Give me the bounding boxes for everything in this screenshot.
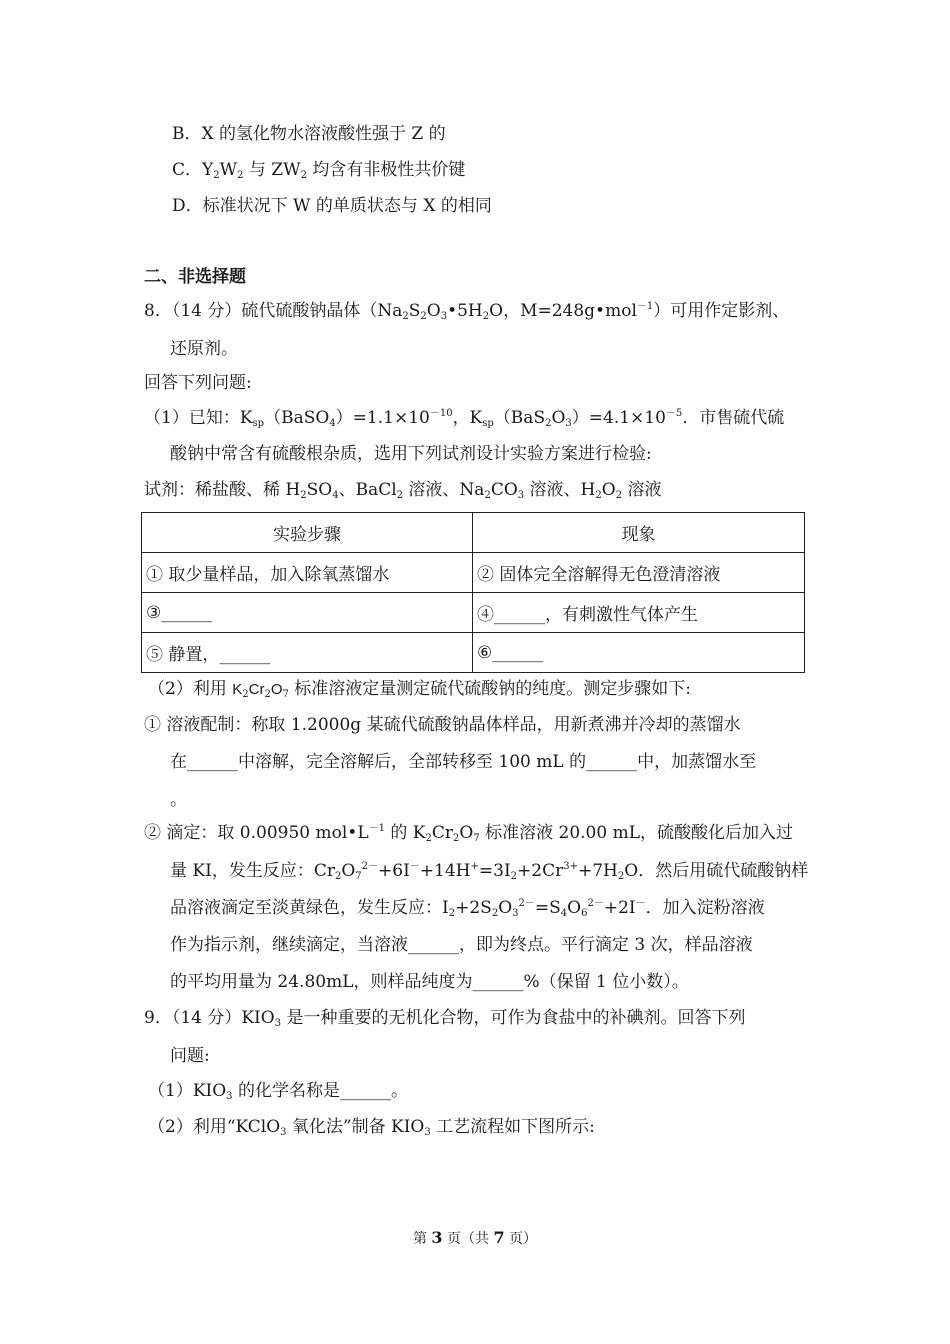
section-title: 二、非选择题 — [144, 267, 246, 287]
q9-line-1: 9．（14 分）$KIO_3$ 是一种重要的无机化合物，可作为食盐中的补碘剂。回答下列 — [144, 1008, 746, 1029]
table-cell: ② 固体完全溶解得无色澄清溶液 — [473, 553, 805, 593]
q8-part2-intro: （2）利用 $K_2Cr_2O_7$ 标准溶液定量测定硫代硫酸钠的纯度。测定步骤如下: — [148, 679, 692, 700]
table-cell: ① 取少量样品，加入除氧蒸馏水 — [142, 553, 473, 593]
q8-part1-line-2: 酸钠中常含有硫酸根杂质，选用下列试剂设计实验方案进行检验: — [170, 444, 652, 464]
q8-step2-line-4: 作为指示剂，继续滴定，当溶液______，即为终点。平行滴定 3 次，样品溶液 — [170, 935, 753, 955]
q8-line-2: 还原剂。 — [170, 339, 238, 359]
table-header-cell: 实验步骤 — [142, 513, 473, 553]
page-footer: 第 3 页（共 7 页） — [412, 1228, 538, 1247]
option-d: D．标准状况下 W 的单质状态与 X 的相同 — [172, 196, 492, 216]
q8-step1-line-3: 。 — [170, 790, 187, 810]
option-b: B．X 的氢化物水溶液酸性强于 Z 的 — [172, 124, 446, 144]
table-header-cell: 现象 — [473, 513, 805, 553]
table-row — [142, 553, 805, 593]
table-row — [142, 593, 805, 633]
table-cell: ⑥______ — [473, 633, 805, 673]
page-number: 3 — [431, 1228, 443, 1247]
q8-step2-line-2: 量 KI，发生反应：$Cr_2O_7^{2-}+6I^-+14H^+=3I_2+2Cr^{3+}+7H_2O$．然后用硫代硫酸钠样 — [170, 861, 809, 882]
q9-part1: $(1)KIO_3$ 的化学名称是______。 — [148, 1081, 408, 1102]
q8-step2-line-5: 的平均用量为 24.80mL，则样品纯度为______%（保留 1 位小数）。 — [170, 972, 689, 992]
page-total: 7 — [493, 1228, 505, 1247]
q8-step1-line-1: ① 溶液配制：称取 1.2000g 某硫代硫酸钠晶体样品，用新煮沸并冷却的蒸馏水 — [144, 715, 741, 735]
table-cell: ③______ — [142, 593, 473, 633]
table-cell: ④______，有刺激性气体产生 — [473, 593, 805, 633]
q8-part1-line-1: （1）已知：$K_{sp}(BaSO_4)=1.1\times 10^{-10}$，$K_{sp}(BaS_2O_3)=4.1\times 10^{-5}$．市售硫代硫 — [144, 408, 785, 429]
table-row — [142, 633, 805, 673]
q8-step2-line-3: 品溶液滴定至淡黄绿色，发生反应：$I_2+2S_2O_3^{2-}=S_4O_6^{2-}+2I^-$．加入淀粉溶液 — [170, 898, 765, 919]
q8-line-3: 回答下列问题: — [144, 373, 252, 393]
q8-reagents: 试剂：稀盐酸、稀 $H_2SO_4$、BaCl$_2$ 溶液、$Na_2CO_3$ 溶液、$H_2O_2$ 溶液 — [144, 480, 662, 501]
q8-step1-line-2: 在______中溶解，完全溶解后，全部转移至 100 mL 的______中，加蒸馏水至 — [170, 752, 757, 772]
experiment-table — [141, 512, 805, 673]
table-cell: ⑤ 静置，______ — [142, 633, 473, 673]
q8-step2-line-1: ② 滴定：取 0.00950 $mol•L^{-1}$ 的 $K_2Cr_2O_7$ 标准溶液 20.00 mL，硫酸酸化后加入过 — [144, 823, 794, 844]
q9-line-2: 问题: — [170, 1046, 210, 1066]
table-header-row — [142, 513, 805, 553]
q9-part2: （2）利用“KClO$_3$ 氧化法”制备 $KIO_3$ 工艺流程如下图所示: — [148, 1117, 595, 1138]
option-c: C．$Y_2W_2$ 与 $ZW_2$ 均含有非极性共价键 — [172, 160, 466, 181]
q8-line-1: 8．（14 分）硫代硫酸钠晶体（$Na_2S_2O_3•5H_2O$，M=248g•mol$^{-1}$）可用作定影剂、 — [144, 301, 790, 322]
